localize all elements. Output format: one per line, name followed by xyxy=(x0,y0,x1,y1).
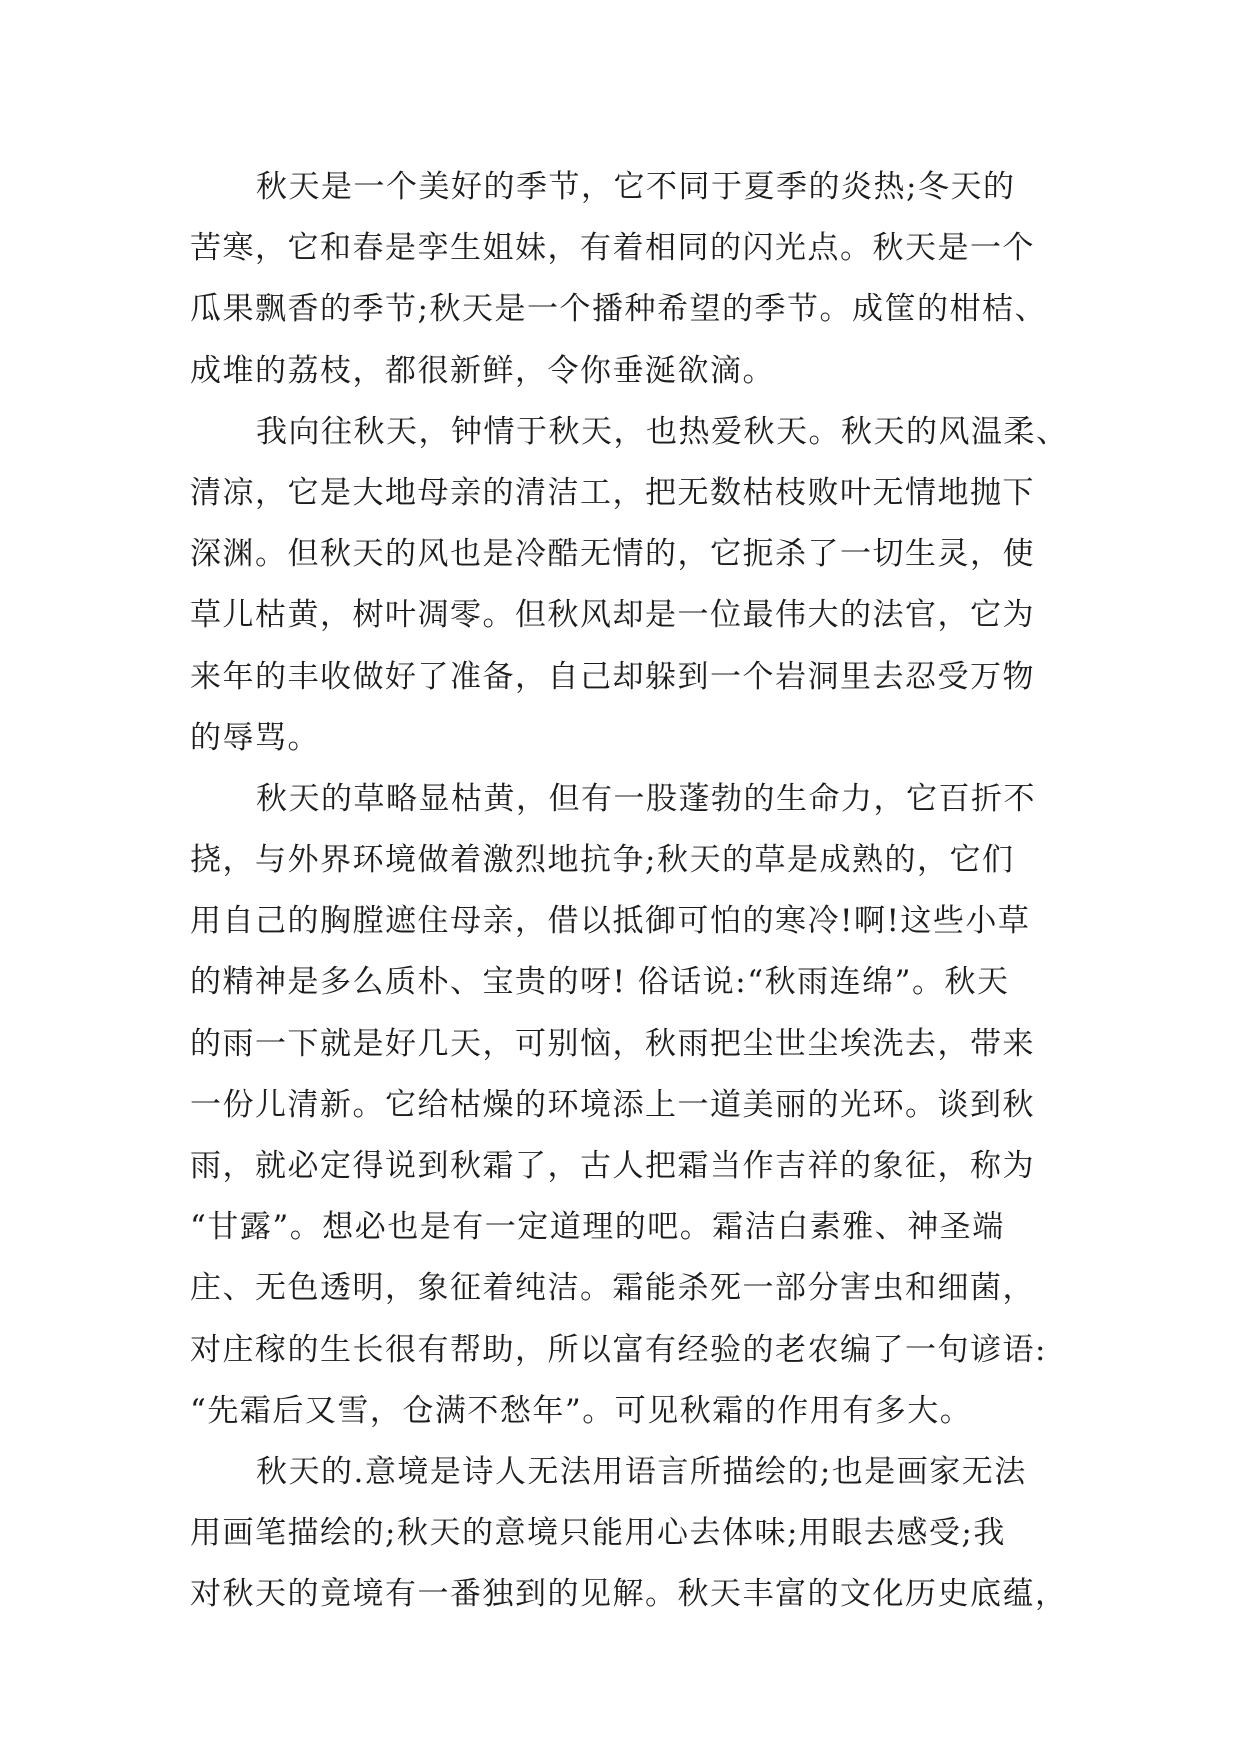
text-line: 的精神是多么质朴、宝贵的呀! 俗话说:“秋雨连绵”。秋天 xyxy=(190,964,1010,1001)
text-line: 的雨一下就是好几天，可别恼，秋雨把尘世尘埃洗去，带来 xyxy=(190,1025,1035,1062)
text-line: 苦寒，它和春是孪生姐妹，有着相同的闪光点。秋天是一个 xyxy=(190,230,1035,267)
text-line: 用画笔描绘的;秋天的意境只能用心去体味;用眼去感受;我 xyxy=(190,1515,1006,1552)
text-line: 深渊。但秋天的风也是冷酷无情的，它扼杀了一切生灵，使 xyxy=(190,536,1035,573)
text-line: 成堆的荔枝，都很新鲜，令你垂涎欲滴。 xyxy=(190,352,775,389)
text-line: 对秋天的竟境有一番独到的见解。秋天丰富的文化历史底蕴， xyxy=(190,1576,1068,1613)
text-line: 用自己的胸膛遮住母亲，借以抵御可怕的寒冷!啊!这些小草 xyxy=(190,903,1031,940)
text-line: “甘露”。想必也是有一定道理的吧。霜洁白素雅、神圣端 xyxy=(190,1209,1005,1246)
text-line: 的辱骂。 xyxy=(190,719,320,756)
text-line-paragraph-1-start: 秋天是一个美好的季节，它不同于夏季的炎热;冬天的 xyxy=(256,169,1016,205)
text-line: 雨，就必定得说到秋霜了，古人把霜当作吉祥的象征，称为 xyxy=(190,1148,1035,1184)
text-line: 一份儿清新。它给枯燥的环境添上一道美丽的光环。谈到秋 xyxy=(190,1086,1035,1123)
text-line: 来年的丰收做好了准备，自己却躲到一个岩洞里去忍受万物 xyxy=(190,658,1035,695)
text-line: 瓜果飘香的季节;秋天是一个播种希望的季节。成筐的柑桔、 xyxy=(190,291,1047,328)
text-line: 清凉，它是大地母亲的清洁工，把无数枯枝败叶无情地抛下 xyxy=(190,474,1035,511)
text-line: “先霜后又雪，仓满不愁年”。可见秋霜的作用有多大。 xyxy=(190,1392,973,1429)
text-line-paragraph-3-start: 秋天的草略显枯黄，但有一股蓬勃的生命力，它百折不 xyxy=(256,780,1036,817)
text-line: 挠，与外界环境做着激烈地抗争;秋天的草是成熟的，它们 xyxy=(190,842,1015,879)
text-line-paragraph-2-start: 我向往秋天，钟情于秋天，也热爱秋天。秋天的风温柔、 xyxy=(256,413,1069,450)
text-line: 对庄稼的生长很有帮助，所以富有经验的老农编了一句谚语: xyxy=(190,1331,1047,1368)
text-line-paragraph-4-start: 秋天的.意境是诗人无法用语言所描绘的;也是画家无法 xyxy=(256,1453,1027,1490)
text-line: 草儿枯黄，树叶凋零。但秋风却是一位最伟大的法官，它为 xyxy=(190,597,1035,634)
article-body xyxy=(190,157,1070,1626)
text-line: 庄、无色透明，象征着纯洁。霜能杀死一部分害虫和细菌， xyxy=(190,1270,1035,1307)
